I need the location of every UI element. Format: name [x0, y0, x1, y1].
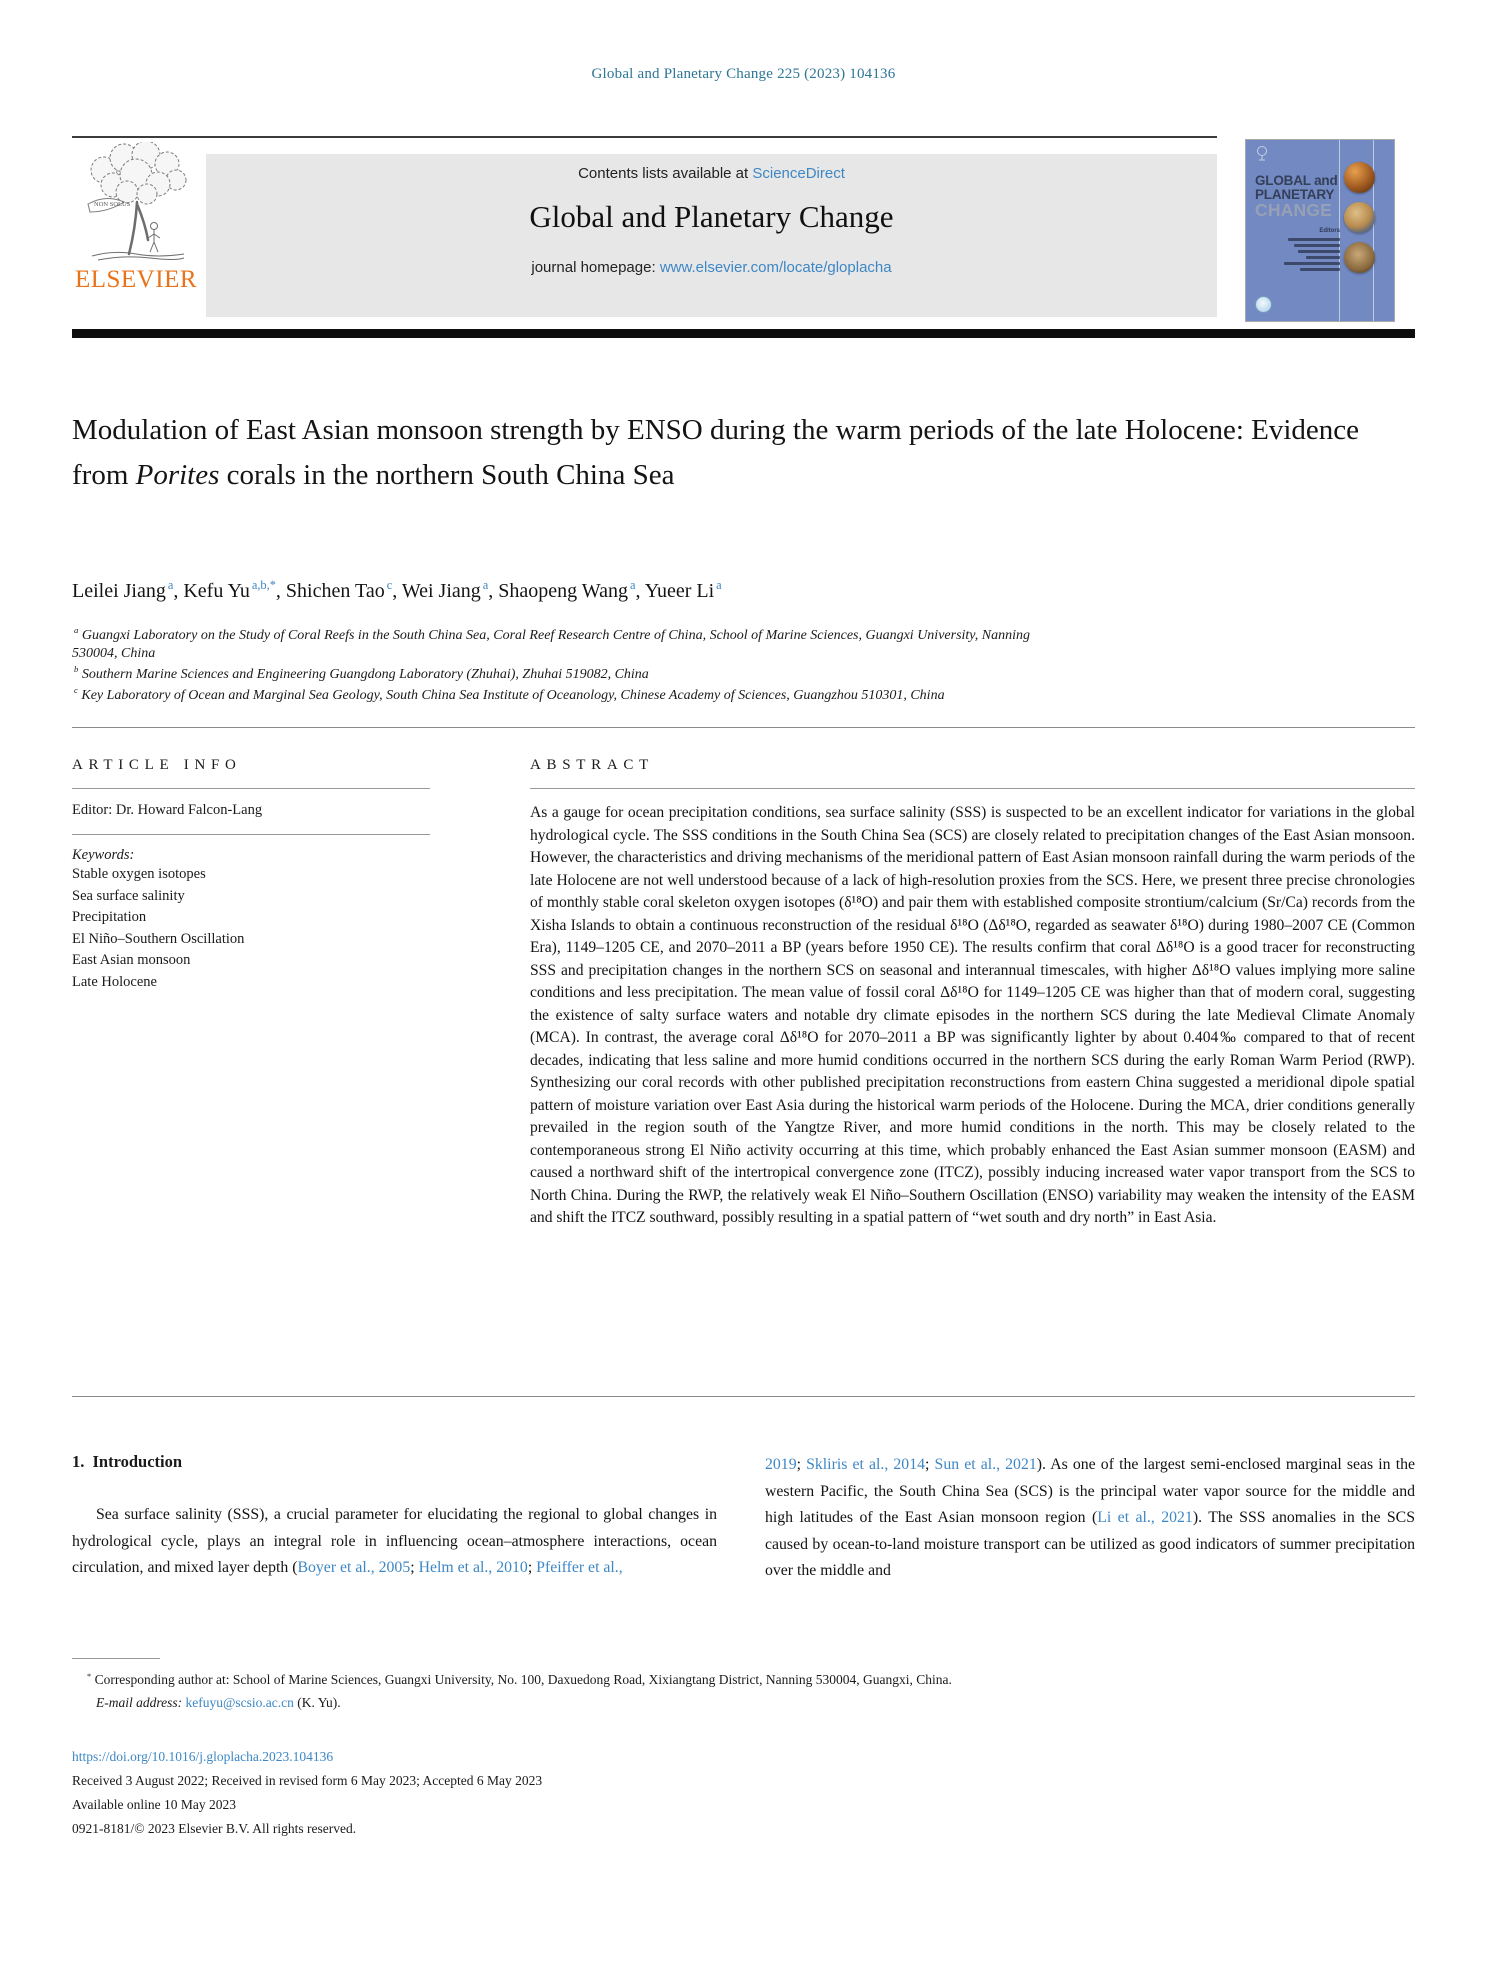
- text-segment: , Shichen Tao: [275, 580, 385, 602]
- email-line: [72, 1691, 1415, 1714]
- cover-globe-image: [1344, 162, 1375, 193]
- cover-badge-icon: [1255, 296, 1272, 313]
- cover-title-line: PLANETARY: [1255, 186, 1335, 202]
- citation-link[interactable]: 2019: [765, 1456, 797, 1473]
- elsevier-wordmark: ELSEVIER: [74, 266, 198, 293]
- article-info-column: [72, 757, 530, 1245]
- text-segment: Corresponding author at: School of Marine Sciences, Guangxi University, No. 100, Daxuedong Road, Xixiangtang District, Nanning 530004, Guangxi, China.: [91, 1672, 952, 1687]
- divider: [530, 788, 1415, 789]
- keyword: Stable oxygen isotopes: [72, 866, 206, 882]
- non-solus-banner: NON SOLUS: [94, 201, 131, 208]
- citation-link[interactable]: Pfeiffer et al.,: [536, 1559, 623, 1576]
- text-segment: , Wei Jiang: [392, 580, 481, 602]
- masthead-top-rule: [72, 136, 1217, 138]
- author-affil-sup[interactable]: a: [716, 578, 722, 593]
- homepage-line: [206, 259, 1217, 276]
- article-info-heading: ARTICLE INFO: [72, 757, 242, 773]
- intro-left-column: [72, 1452, 717, 1585]
- text-segment: E-mail address:: [96, 1695, 183, 1710]
- text-segment: a: [74, 625, 79, 636]
- email-link[interactable]: kefuyu@scsio.ac.cn: [185, 1695, 294, 1710]
- journal-homepage-link[interactable]: www.elsevier.com/locate/gloplacha: [659, 259, 892, 276]
- keywords-label: Keywords:: [72, 847, 135, 863]
- text-segment: Porites: [135, 459, 220, 491]
- elsevier-logo: [72, 142, 200, 294]
- text-segment: Sea surface salinity (SSS), a crucial parameter for elucidating the regional to global changes in hydrological cycle, plays an integral role in influencing ocean–atmosphere interactions, ocean circulation, and mixed layer depth (: [72, 1506, 717, 1576]
- cover-editor-names: [1276, 238, 1340, 274]
- text-segment: 530004, China: [72, 646, 156, 661]
- cover-title-line: CHANGE: [1255, 199, 1333, 220]
- cover-editors-label: Editors: [1319, 228, 1340, 234]
- keyword: East Asian monsoon: [72, 952, 191, 968]
- text-segment: Modulation of East Asian monsoon strength by ENSO during the warm periods of the late Holocene: Evidence from: [72, 414, 1360, 491]
- journal-cover-thumbnail[interactable]: [1245, 139, 1395, 322]
- text-segment: journal homepage:: [531, 259, 660, 276]
- journal-title: Global and Planetary Change: [529, 199, 894, 234]
- text-segment: Leilei Jiang: [72, 580, 166, 602]
- introduction-section: [72, 1452, 1415, 1585]
- affiliation-c: [72, 687, 1417, 705]
- abstract-body: As a gauge for ocean precipitation conditions, sea surface salinity (SSS) is suspected to be an excellent indicator for variations in the global hydrological cycle. The SSS conditions in the South China Sea (SCS) are closely related to precipitation changes of the East Asian monsoon. However, the characteristics and driving mechanisms of the meridional pattern of East Asian monsoon rainfall during the warm periods of the late Holocene are not well understood because of a lack of high-resolution proxies from the SCS. Here, we present three precise chronologies of monthly stable coral skeleton oxygen isotopes (δ¹⁸O) and pair them with established composite strontium/calcium (Sr/Ca) records from the Xisha Islands to obtain a continuous reconstruction of the residual δ¹⁸O (Δδ¹⁸O, regarded as seawater δ¹⁸O) during 1980–2007 CE (Common Era), 1149–1205 CE, and 2070–2011 a BP (years before 1950 CE). The results confirm that coral Δδ¹⁸O is a good tracer for reconstructing SSS and precipitation changes in the northern SCS on seasonal and interannual timescales, with higher Δδ¹⁸O values implying more saline conditions and less precipitation. The mean value of fossil coral Δδ¹⁸O for 1149–1205 CE was higher than that of modern coral, suggesting the existence of salty surface waters and notable dry climate episodes in the northern SCS during the late Medieval Climate Anomaly (MCA). In contrast, the average coral Δδ¹⁸O for 2070–2011 a BP was significantly lighter by about 0.404‰ compared to that of recent decades, indicating that less saline and more humid conditions occurred in the northern SCS during the early Roman Warm Period (RWP). Synthesizing our coral records with other published precipitation reconstructions from eastern China suggested a meridional dipole spatial pattern of moisture variation over East Asia during the historical warm periods of the Holocene. During the MCA, drier conditions generally prevailed in the region south of the Yangtze River, and more humid conditions in the north. This may be closely related to the contemporaneous strong El Niño activity occurring at this time, which probably enhanced the East Asian summer monsoon (EASM) and caused a northward shift of the intertropical convergence zone (ITCZ), possibly inducing increased water vapor transport from the SCS to North China. During the RWP, the relatively weak El Niño–Southern Oscillation (ENSO) variability may weaken the intensity of the EASM and shift the ITCZ southward, possibly resulting in a spatial pattern of “wet south and dry north” in East Asia.: [530, 804, 1415, 1226]
- author-affil-sup[interactable]: a: [167, 578, 174, 593]
- text-segment: c: [74, 685, 78, 696]
- text-segment: Key Laboratory of Ocean and Marginal Sea Geology, South China Sea Institute of Oceanology, Chinese Academy of Sciences, Guangzhou 510301, China: [77, 688, 945, 703]
- affiliation-b: [72, 666, 1417, 684]
- introduction-heading: 1. Introduction: [72, 1452, 183, 1471]
- sciencedirect-link[interactable]: ScienceDirect: [752, 165, 845, 182]
- author-affil-sup[interactable]: c: [386, 578, 393, 593]
- text-segment: ). As one of the largest semi-enclosed marginal seas in the western Pacific, the South China Sea (SCS) is the principal water vapor source for the middle and high latitudes of the East Asian monsoon region (: [765, 1456, 1415, 1526]
- author-affil-sup[interactable]: a,b,*: [251, 578, 276, 593]
- doi-link[interactable]: https://doi.org/10.1016/j.gloplacha.2023.104136: [72, 1749, 334, 1764]
- cover-elsevier-mini-logo-icon: [1255, 146, 1269, 162]
- cover-ammonite-image: [1344, 242, 1375, 273]
- elsevier-tree-icon: [80, 142, 192, 268]
- cover-divider: [1373, 140, 1374, 321]
- divider: [72, 727, 1415, 728]
- citation-link[interactable]: Sun et al., 2021: [934, 1456, 1037, 1473]
- abstract-column: [530, 757, 1415, 1245]
- keyword: Precipitation: [72, 909, 147, 925]
- text-segment: ;: [796, 1456, 807, 1473]
- text-segment: b: [74, 664, 79, 675]
- citation-link[interactable]: Helm et al., 2010: [418, 1559, 528, 1576]
- article-title: [72, 408, 1402, 498]
- received-line: Received 3 August 2022; Received in revised form 6 May 2023; Accepted 6 May 2023: [72, 1773, 543, 1788]
- author-affil-sup[interactable]: a: [629, 578, 636, 593]
- corresponding-author-note: [72, 1668, 1415, 1691]
- divider: [72, 1396, 1415, 1397]
- citation-link[interactable]: Boyer et al., 2005: [297, 1559, 411, 1576]
- citation-link[interactable]: Skliris et al., 2014: [806, 1456, 926, 1473]
- journal-reference: Global and Planetary Change 225 (2023) 104136: [591, 66, 896, 82]
- text-segment: *: [87, 1671, 92, 1681]
- author-affil-sup[interactable]: a: [482, 578, 489, 593]
- available-online-line: Available online 10 May 2023: [72, 1797, 236, 1812]
- article-history-block: [72, 1745, 1415, 1841]
- cover-globe-image: [1344, 202, 1375, 233]
- intro-paragraph-right: [765, 1452, 1415, 1585]
- editor-line: Editor: Dr. Howard Falcon-Lang: [72, 802, 263, 818]
- divider: [72, 834, 430, 835]
- abstract-heading: ABSTRACT: [530, 757, 654, 773]
- text-segment: Guangxi Laboratory on the Study of Coral Reefs in the South China Sea, Coral Reef Research Centre of China, School of Marine Sciences, Guangxi University, Nanning: [78, 628, 1030, 643]
- keyword: Sea surface salinity: [72, 887, 185, 904]
- text-segment: Contents lists available at: [578, 165, 753, 182]
- citation-link[interactable]: Li et al., 2021: [1097, 1509, 1193, 1526]
- intro-right-column: [765, 1452, 1415, 1585]
- affiliation-a: [72, 627, 1417, 663]
- contents-line: [206, 165, 1217, 182]
- info-abstract-section: [72, 757, 1415, 1245]
- text-segment: ). The SSS anomalies in the SCS caused by ocean-to-land moisture transport can be utilized as good indicators of summer precipitation over the middle and: [765, 1509, 1415, 1579]
- text-segment: , Kefu Yu: [173, 580, 250, 602]
- intro-paragraph-left: [72, 1502, 717, 1582]
- cover-journal-title: [1255, 174, 1347, 219]
- separator-bar: [72, 329, 1415, 338]
- masthead-box: [206, 154, 1217, 317]
- keyword: El Niño–Southern Oscillation: [72, 930, 245, 947]
- author-list: [72, 580, 1415, 603]
- text-segment: (K. Yu).: [293, 1695, 341, 1710]
- cover-title-line: GLOBAL and: [1255, 173, 1338, 188]
- copyright-line: 0921-8181/© 2023 Elsevier B.V. All rights reserved.: [72, 1821, 357, 1836]
- divider: [72, 788, 430, 789]
- text-segment: , Shaopeng Wang: [488, 580, 628, 602]
- affiliations: [72, 627, 1417, 708]
- text-segment: corals in the northern South China Sea: [219, 459, 675, 491]
- footnote-rule: [72, 1658, 160, 1659]
- text-segment: ;: [410, 1559, 419, 1576]
- text-segment: ;: [527, 1559, 537, 1576]
- text-segment: , Yueer Li: [635, 580, 715, 602]
- footnote: [72, 1658, 1415, 1714]
- text-segment: Southern Marine Sciences and Engineering Guangdong Laboratory (Zhuhai), Zhuhai 519082, China: [78, 667, 649, 682]
- text-segment: ;: [925, 1456, 935, 1473]
- keyword: Late Holocene: [72, 973, 157, 990]
